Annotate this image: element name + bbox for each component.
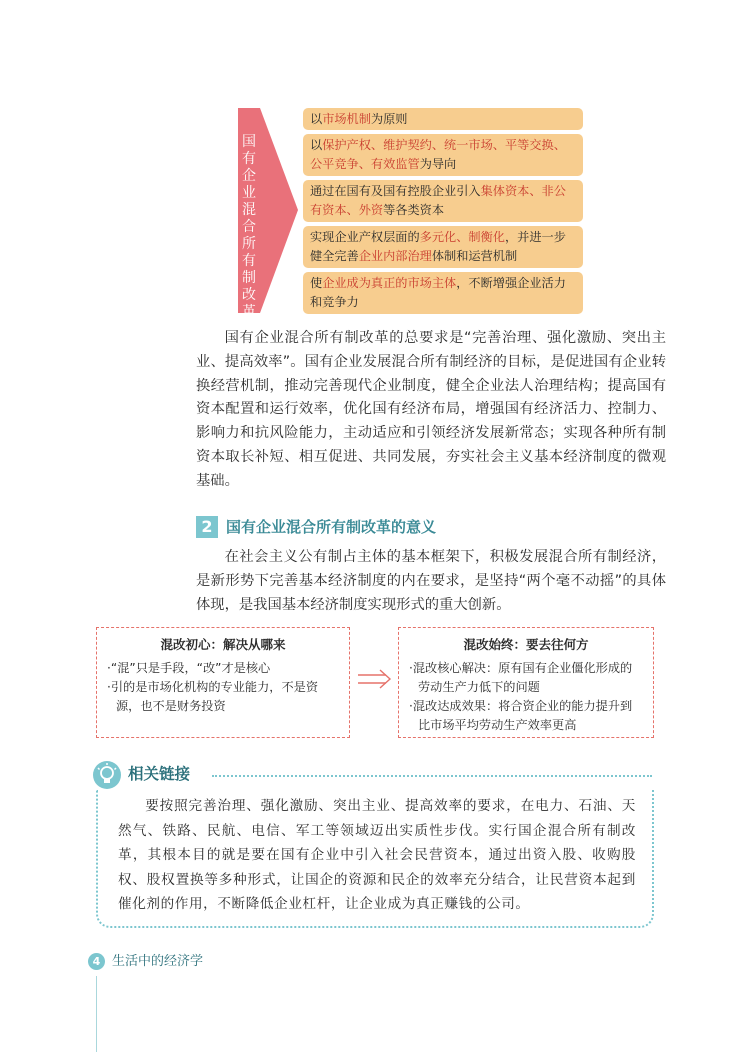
intro-paragraph: 国有企业混合所有制改革的总要求是“完善治理、强化激励、突出主业、提高效率”。国有企业发展混合所有制经济的目标，是促进国有企业转换经营机制，推动完善现代企业制度，健全企业法人治理结构；提高国有资本配置和运行效率，优化国有经济布局，增强国有经济活力、控制力、影响力和抗风险能力，主动适应和引领经济发展新常态；实现各种所有制资本取长补短、相互促进、共同发展，夯实社会主义基本经济制度的微观基础。 — [196, 330, 666, 489]
divider — [212, 775, 652, 777]
diagram-row-2: 以保护产权、维护契约、统一市场、平等交换、公平竞争、有效监管为导向 — [303, 134, 583, 176]
double-arrow-icon — [356, 668, 392, 690]
diagram-row-4: 实现企业产权层面的多元化、制衡化，并进一步健全完善企业内部治理体制和运营机制 — [303, 226, 583, 268]
box-left-item: ·引的是市场化机构的专业能力，不是资源，也不是财务投资 — [107, 680, 319, 713]
section-paragraph: 在社会主义公有制占主体的基本框架下，积极发展混合所有制经济，是新形势下完善基本经济制度的内在要求，是坚持“两个毫不动摇”的具体体现，是我国基本经济制度实现形式的重大创新。 — [196, 549, 666, 613]
lightbulb-icon — [92, 760, 122, 790]
box-right-item: ·混改达成效果：将合资企业的能力提升到比市场平均劳动生产效率更高 — [409, 699, 633, 732]
page-number: 4 — [88, 953, 105, 970]
related-link-box — [96, 790, 654, 928]
diagram-row-3: 通过在国有及国有控股企业引入集体资本、非公有资本、外资等各类资本 — [303, 180, 583, 222]
related-link-title: 相关链接 — [128, 765, 191, 783]
box-left-title: 混改初心：解决从哪来 — [160, 637, 286, 652]
box-mixed-reform-goal — [398, 627, 654, 738]
book-title: 生活中的经济学 — [112, 954, 204, 969]
diagram-row-5: 使企业成为真正的市场主体，不断增强企业活力和竞争力 — [303, 272, 583, 314]
diagram-title: 国 有 企 业 混 合 所 有 制 改 革 — [242, 134, 256, 320]
diagram-row-1: 以市场机制为原则 — [303, 108, 583, 130]
box-left-item: ·“混”只是手段，“改”才是核心 — [107, 661, 271, 675]
section-number-badge: 2 — [196, 516, 218, 538]
box-right-item: ·混改核心解决：原有国有企业僵化形成的劳动生产力低下的问题 — [409, 661, 633, 694]
related-link-text: 要按照完善治理、强化激励、突出主业、提高效率的要求，在电力、石油、天然气、铁路、民航、电信、军工等领域迈出实质性步伐。实行国企混合所有制改革，其根本目的就是要在国有企业中引入社会民营资本，通过出资入股、收购股权、股权置换等多种形式，让国企的资源和民企的效率充分结合，让民营资本起到催化剂的作用，不断降低企业杠杆，让企业成为真正赚钱的公司。 — [118, 798, 636, 912]
box-right-title: 混改始终：要去往何方 — [463, 637, 589, 652]
footer-line — [96, 976, 97, 1052]
section-title: 国有企业混合所有制改革的意义 — [226, 518, 437, 536]
box-mixed-reform-origin — [96, 627, 350, 738]
